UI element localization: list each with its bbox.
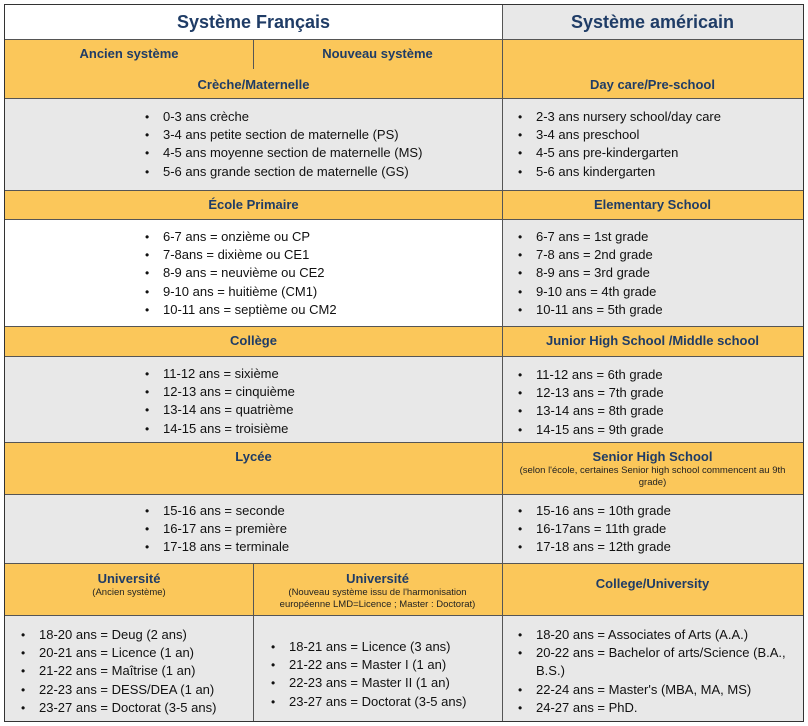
list-item: • 5-6 ans grande section de maternelle (GS) [139, 163, 422, 181]
lycee-title: Lycée [235, 449, 272, 464]
list-item: • 18-20 ans = Associates of Arts (A.A.) [512, 626, 798, 644]
old-university-list-cell [5, 615, 253, 721]
list-item: • 2-3 ans nursery school/day care [512, 108, 721, 126]
list-item: • 18-20 ans = Deug (2 ans) [15, 626, 216, 644]
us-elementary-list-cell [502, 219, 803, 326]
elementary-list [512, 228, 663, 319]
creche-title: Crèche/Maternelle [197, 77, 310, 92]
row-divider [5, 190, 803, 191]
list-item: • 18-21 ans = Licence (3 ans) [265, 638, 466, 656]
senior-high-title: Senior High School [592, 449, 713, 464]
row-divider [5, 442, 803, 443]
education-systems-table [4, 4, 804, 722]
list-item: • 16-17ans = 11th grade [512, 520, 671, 538]
college-title: Collège [5, 326, 502, 356]
list-item: • 12-13 ans = cinquième [139, 383, 295, 401]
list-item: • 4-5 ans moyenne section de maternelle (MS) [139, 144, 422, 162]
list-item: • 20-21 ans = Licence (1 an) [15, 644, 216, 662]
daycare-list [512, 108, 721, 181]
list-item: • 10-11 ans = 5th grade [512, 301, 663, 319]
old-system-label: Ancien système [79, 46, 179, 61]
new-university-list [265, 638, 466, 711]
list-item: • 23-27 ans = Doctorat (3-5 ans) [265, 693, 466, 711]
row-divider [5, 326, 803, 327]
list-item: • 6-7 ans = 1st grade [512, 228, 663, 246]
daycare-title: Day care/Pre-school [589, 77, 715, 92]
us-college-title-cell [502, 563, 803, 615]
list-item: • 21-22 ans = Maîtrise (1 an) [15, 662, 216, 680]
list-item: • 9-10 ans = huitième (CM1) [139, 283, 337, 301]
college-university-title: College/University [595, 576, 710, 591]
american-system-header: Système américain [502, 5, 803, 39]
list-item: • 23-27 ans = Doctorat (3-5 ans) [15, 699, 216, 717]
fr-lycee-list-cell [5, 494, 502, 563]
list-item: • 0-3 ans crèche [139, 108, 422, 126]
list-item: • 10-11 ans = septième ou CM2 [139, 301, 337, 319]
senior-high-list [512, 502, 671, 557]
list-item: • 6-7 ans = onzième ou CP [139, 228, 337, 246]
list-item: • 22-23 ans = DESS/DEA (1 an) [15, 681, 216, 699]
list-item: • 21-22 ans = Master I (1 an) [265, 656, 466, 674]
list-item: • 9-10 ans = 4th grade [512, 283, 663, 301]
list-item: • 11-12 ans = sixième [139, 365, 295, 383]
list-item: • 17-18 ans = terminale [139, 538, 289, 556]
old-university-list [15, 626, 216, 717]
list-item: • 11-12 ans = 6th grade [512, 366, 664, 384]
new-system-label: Nouveau système [322, 46, 433, 61]
list-item: • 22-24 ans = Master's (MBA, MA, MS) [512, 681, 798, 699]
old-university-note: (Ancien système) [92, 587, 166, 598]
old-university-title: Université [97, 571, 161, 586]
column-divider [502, 5, 503, 721]
fr-primary-list-cell [5, 219, 502, 326]
row-divider [5, 615, 803, 616]
row-divider [5, 98, 803, 99]
us-senior-high-title-cell [502, 442, 803, 494]
list-item: • 4-5 ans pre-kindergarten [512, 144, 721, 162]
fr-creche-list-cell [5, 98, 502, 190]
list-item: • 3-4 ans petite section de maternelle (PS) [139, 126, 422, 144]
new-university-list-cell [253, 615, 502, 721]
row-divider [5, 219, 803, 220]
list-item: • 3-4 ans preschool [512, 126, 721, 144]
college-list [139, 365, 295, 438]
creche-list [139, 108, 422, 181]
list-item: • 14-15 ans = troisième [139, 420, 295, 438]
list-item: • 16-17 ans = première [139, 520, 289, 538]
senior-high-note: (selon l'école, certaines Senior high school commencent au 9th grade) [519, 465, 786, 488]
list-item: • 5-6 ans kindergarten [512, 163, 721, 181]
list-item: • 22-23 ans = Master II (1 an) [265, 674, 466, 692]
new-university-title-cell [253, 563, 502, 615]
list-item: • 12-13 ans = 7th grade [512, 384, 664, 402]
list-item: • 7-8ans = dixième ou CE1 [139, 246, 337, 264]
list-item: • 8-9 ans = neuvième ou CE2 [139, 264, 337, 282]
primary-school-title: École Primaire [5, 190, 502, 219]
row-divider [5, 39, 803, 40]
us-senior-high-list-cell [502, 494, 803, 563]
row-divider [5, 356, 803, 357]
elementary-school-title: Elementary School [502, 190, 803, 219]
list-item: • 13-14 ans = quatrième [139, 401, 295, 419]
new-university-note: (Nouveau système issu de l'harmonisation européenne LMD=Licence ; Master : Doctorat) [279, 587, 476, 610]
list-item: • 24-27 ans = PhD. [512, 699, 798, 717]
list-item: • 15-16 ans = 10th grade [512, 502, 671, 520]
old-university-title-cell [5, 563, 253, 615]
us-daycare-title-cell [502, 39, 803, 98]
row-divider [5, 563, 803, 564]
list-item: • 14-15 ans = 9th grade [512, 421, 664, 439]
row-divider [5, 494, 803, 495]
list-item: • 7-8 ans = 2nd grade [512, 246, 663, 264]
college-university-list [512, 626, 798, 717]
column-divider [253, 563, 254, 721]
us-junior-high-list-cell [502, 356, 803, 442]
junior-high-list [512, 366, 664, 439]
french-system-header: Système Français [5, 5, 502, 39]
list-item: • 13-14 ans = 8th grade [512, 402, 664, 420]
list-item: • 20-22 ans = Bachelor of arts/Science (B.A., B.S.) [512, 644, 798, 680]
lycee-list [139, 502, 289, 557]
us-college-list-cell [502, 615, 803, 721]
list-item: • 17-18 ans = 12th grade [512, 538, 671, 556]
column-divider [253, 39, 254, 69]
new-university-title: Université [346, 571, 409, 586]
fr-lycee-title-cell [5, 442, 502, 494]
primary-list [139, 228, 337, 319]
junior-high-title: Junior High School /Middle school [502, 326, 803, 356]
list-item: • 8-9 ans = 3rd grade [512, 264, 663, 282]
fr-college-list-cell [5, 356, 502, 442]
list-item: • 15-16 ans = seconde [139, 502, 289, 520]
us-daycare-list-cell [502, 98, 803, 190]
